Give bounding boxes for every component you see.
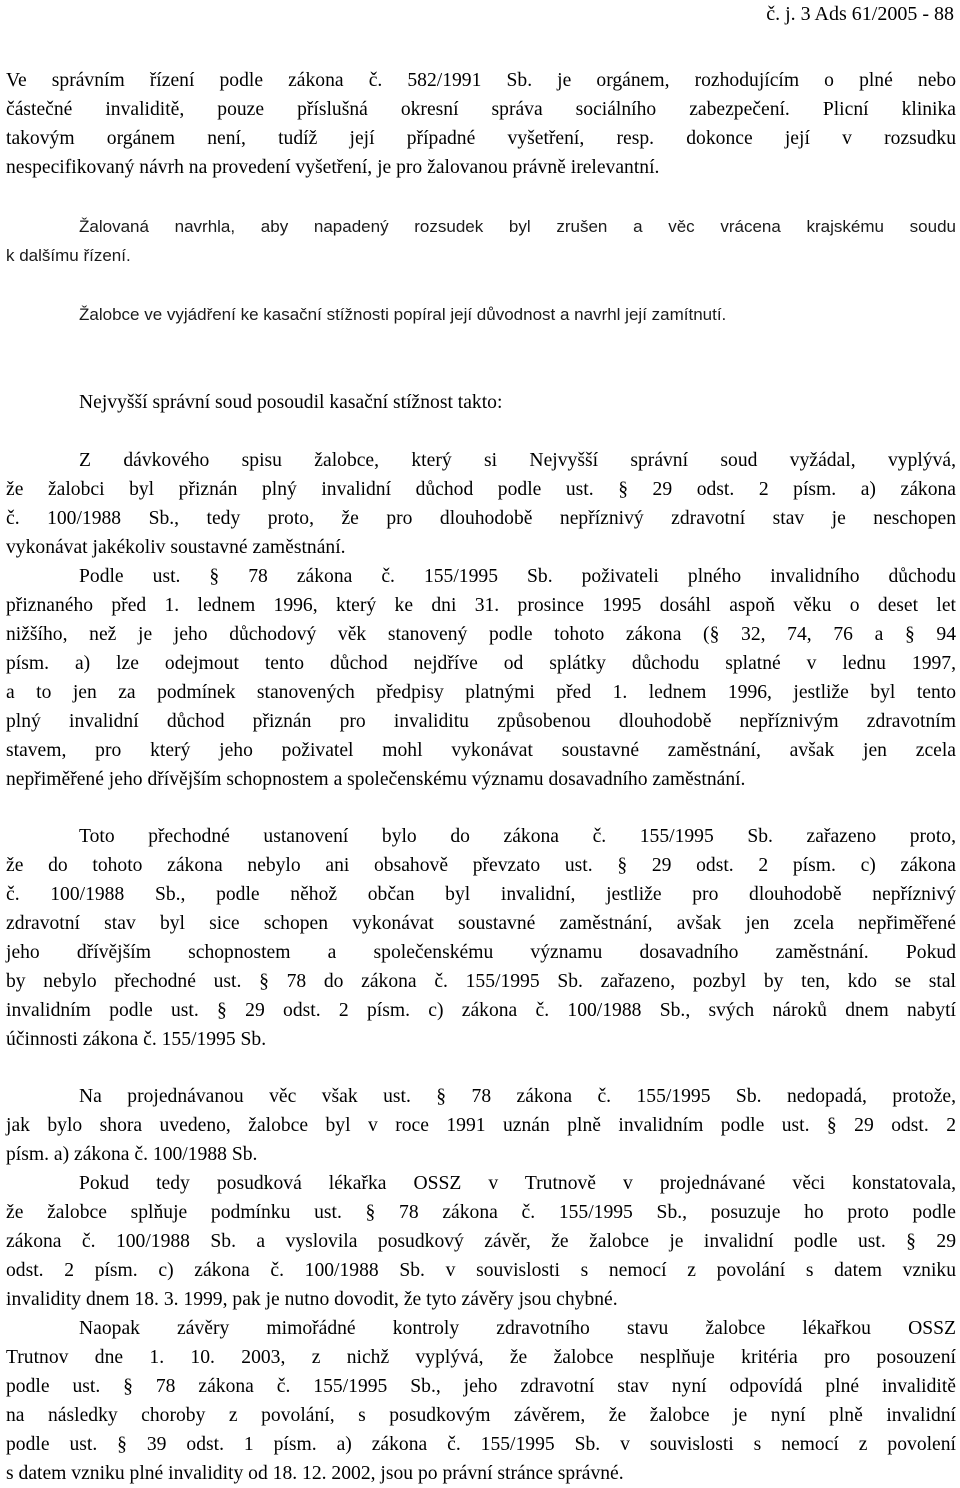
text-line: č. 100/1988 Sb., podle něhož občan byl invalidní, jestliže pro dlouhodobě nepříznivý xyxy=(6,884,956,905)
text-line: stavem, pro který jeho poživatel mohl vykonávat soustavné zaměstnání, avšak jen zcela xyxy=(6,740,956,761)
text-line: Toto přechodné ustanovení bylo do zákona č. 155/1995 Sb. zařazeno proto, xyxy=(79,826,956,847)
text-line: Nejvyšší správní soud posoudil kasační stížnost takto: xyxy=(79,392,503,413)
text-line: odst. 2 písm. c) zákona č. 100/1988 Sb. v souvislosti s nemocí z povolání s datem vzniku xyxy=(6,1260,956,1281)
text-line: k dalšímu řízení. xyxy=(6,246,131,265)
text-line: Z dávkového spisu žalobce, který si Nejvyšší správní soud vyžádal, vyplývá, xyxy=(79,450,956,471)
text-line: Trutnov dne 1. 10. 2003, z nichž vyplývá, že žalobce nesplňuje kritéria pro posouzení xyxy=(6,1347,956,1368)
text-line: podle ust. § 39 odst. 1 písm. a) zákona č. 155/1995 Sb. v souvislosti s nemocí z povolení xyxy=(6,1434,956,1455)
paragraph-5 xyxy=(6,446,956,562)
text-line: písm. a) zákona č. 100/1988 Sb. xyxy=(6,1144,258,1165)
text-line: plný invalidní důchod přiznán pro invaliditu způsobenou dlouhodobě nepříznivým zdravotním xyxy=(6,711,956,732)
text-line: podle ust. § 78 zákona č. 155/1995 Sb., jeho zdravotní stav nyní odpovídá plné invaliditě xyxy=(6,1376,956,1397)
paragraph-2 xyxy=(6,212,956,270)
text-line: částečné invaliditě, pouze příslušná okresní správa sociálního zabezpečení. Plicní klinika xyxy=(6,99,956,120)
paragraph-7 xyxy=(6,822,956,1054)
text-line: Naopak závěry mimořádné kontroly zdravotního stavu žalobce lékařkou OSSZ xyxy=(79,1318,956,1339)
text-line: nižšího, než je jeho důchodový věk stanovený podle tohoto zákona (§ 32, 74, 76 a § 94 xyxy=(6,624,956,645)
text-line: invalidním podle ust. § 29 odst. 2 písm. c) zákona č. 100/1988 Sb., svých nároků dnem nabytí xyxy=(6,1000,956,1021)
paragraph-9 xyxy=(6,1169,956,1314)
text-line: že žalobce splňuje podmínku ust. § 78 zákona č. 155/1995 Sb., posuzuje ho proto podle xyxy=(6,1202,956,1223)
text-line: by nebylo přechodné ust. § 78 do zákona č. 155/1995 Sb. zařazeno, pozbyl by ten, kdo se stal xyxy=(6,971,956,992)
paragraph-10 xyxy=(6,1314,956,1488)
text-line: že žalobci byl přiznán plný invalidní důchod podle ust. § 29 odst. 2 písm. a) zákona xyxy=(6,479,956,500)
text-line: na následky choroby z povolání, s posudkovým závěrem, že žalobce je nyní plně invalidní xyxy=(6,1405,956,1426)
paragraph-4 xyxy=(6,388,956,417)
text-line: nespecifikovaný návrh na provedení vyšetření, je pro žalovanou právně irelevantní. xyxy=(6,157,660,178)
text-line: vykonávat jakékoliv soustavné zaměstnání. xyxy=(6,537,346,558)
text-line: Podle ust. § 78 zákona č. 155/1995 Sb. poživateli plného invalidního důchodu xyxy=(79,566,956,587)
paragraph-3 xyxy=(6,300,956,329)
text-line: invalidity dnem 18. 3. 1999, pak je nutno dovodit, že tyto závěry jsou chybné. xyxy=(6,1289,618,1310)
text-line: jeho dřívějším schopnostem a společenskému významu dosavadního zaměstnání. Pokud xyxy=(6,942,956,963)
case-number-header: č. j. 3 Ads 61/2005 - 88 xyxy=(766,3,954,25)
text-line: že do tohoto zákona nebylo ani obsahově převzato ust. § 29 odst. 2 písm. c) zákona xyxy=(6,855,956,876)
paragraph-6 xyxy=(6,562,956,794)
paragraph-1 xyxy=(6,66,956,182)
text-line: Žalovaná navrhla, aby napadený rozsudek byl zrušen a věc vrácena krajskému soudu xyxy=(79,217,956,236)
paragraph-8 xyxy=(6,1082,956,1169)
text-line: takovým orgánem není, tudíž její případné vyšetření, resp. dokonce její v rozsudku xyxy=(6,128,956,149)
text-line: č. 100/1988 Sb., tedy proto, že pro dlouhodobě nepříznivý zdravotní stav je neschopen xyxy=(6,508,956,529)
text-line: s datem vzniku plné invalidity od 18. 12. 2002, jsou po právní stránce správné. xyxy=(6,1463,624,1484)
text-line: účinnosti zákona č. 155/1995 Sb. xyxy=(6,1029,267,1050)
text-line: jak bylo shora uvedeno, žalobce byl v roce 1991 uznán plně invalidním podle ust. § 29 odst. 2 xyxy=(6,1115,956,1136)
text-line: Ve správním řízení podle zákona č. 582/1991 Sb. je orgánem, rozhodujícím o plné nebo xyxy=(6,70,956,91)
text-line: písm. a) lze odejmout tento důchod nejdříve od splátky důchodu splatné v lednu 1997, xyxy=(6,653,956,674)
text-line: přiznaného před 1. lednem 1996, který ke dni 31. prosince 1995 dosáhl aspoň věku o deset let xyxy=(6,595,956,616)
text-line: nepřiměřené jeho dřívějším schopnostem a společenskému významu dosavadního zaměstnání. xyxy=(6,769,746,790)
text-line: a to jen za podmínek stanovených předpisy platnými před 1. lednem 1996, jestliže byl tento xyxy=(6,682,956,703)
text-line: zdravotní stav byl sice schopen vykonávat soustavné zaměstnání, avšak jen zcela nepřiměřené xyxy=(6,913,956,934)
text-line: Pokud tedy posudková lékařka OSSZ v Trutnově v projednávané věci konstatovala, xyxy=(79,1173,956,1194)
text-line: Žalobce ve vyjádření ke kasační stížnosti popíral její důvodnost a navrhl její zamítnutí. xyxy=(79,305,727,324)
text-line: zákona č. 100/1988 Sb. a vyslovila posudkový závěr, že žalobce je invalidní podle ust. § 29 xyxy=(6,1231,956,1252)
text-line: Na projednávanou věc však ust. § 78 zákona č. 155/1995 Sb. nedopadá, protože, xyxy=(79,1086,956,1107)
